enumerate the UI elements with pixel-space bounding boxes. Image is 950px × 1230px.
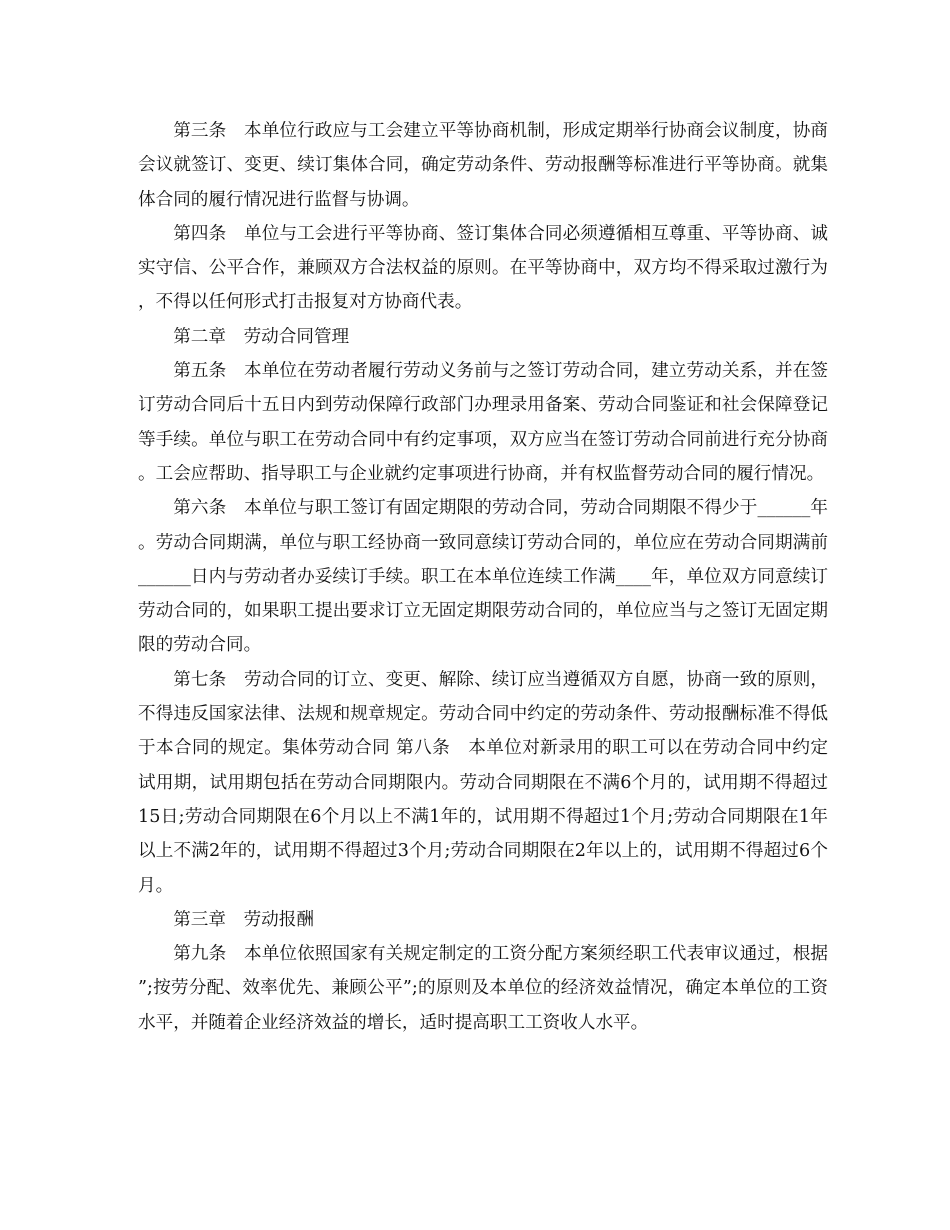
- article-6-paragraph: 第六条 本单位与职工签订有固定期限的劳动合同，劳动合同期限不得少于______年。劳动合同期满，单位与职工经协商一致同意续订劳动合同的，单位应在劳动合同期满前______日内与劳动者办妥续订手续。职工在本单位连续工作满____年，单位双方同意续订劳动合同的，如果职工提出要求订立无固定期限劳动合同的，单位应当与之签订无固定期限的劳动合同。: [138, 498, 828, 656]
- article-3-paragraph: 第三条 本单位行政应与工会建立平等协商机制，形成定期举行协商会议制度，协商会议就签订、变更、续订集体合同，确定劳动条件、劳动报酬等标准进行平等协商。就集体合同的履行情况进行监督与协调。: [138, 121, 828, 210]
- article-5-paragraph: 第五条 本单位在劳动者履行劳动义务前与之签订劳动合同，建立劳动关系，并在签订劳动合同后十五日内到劳动保障行政部门办理录用备案、劳动合同鉴证和社会保障登记等手续。单位与职工在劳动合同中有约定事项，双方应当在签订劳动合同前进行充分协商。工会应帮助、指导职工与企业就约定事项进行协商，并有权监督劳动合同的履行情况。: [138, 361, 828, 484]
- chapter-2-heading: 第二章 劳动合同管理: [173, 326, 350, 347]
- article-4-paragraph: 第四条 单位与工会进行平等协商、签订集体合同必须遵循相互尊重、平等协商、诚实守信、公平合作，兼顾双方合法权益的原则。在平等协商中，双方均不得采取过激行为，不得以任何形式打击报复对方协商代表。: [138, 223, 828, 313]
- document-page: [138, 114, 828, 1040]
- article-7-8-paragraph: 第七条 劳动合同的订立、变更、解除、续订应当遵循双方自愿，协商一致的原则，不得违反国家法律、法规和规章规定。劳动合同中约定的劳动条件、劳动报酬标准不得低于本合同的规定。集体劳动合同 第八条 本单位对新录用的职工可以在劳动合同中约定试用期，试用期包括在劳动合同期限内。劳动合同期限在不满6个月的，试用期不得超过15日;劳动合同期限在6个月以上不满1年的，试用期不得超过1个月;劳动合同期限在1年以上不满2年的，试用期不得超过3个月;劳动合同期限在2年以上的，试用期不得超过6个月。: [138, 669, 828, 896]
- article-9-paragraph: 第九条 本单位依照国家有关规定制定的工资分配方案须经职工代表审议通过，根据”;按劳分配、效率优先、兼顾公平”;的原则及本单位的经济效益情况，确定本单位的工资水平，并随着企业经济效益的增长，适时提高职工工资收人水平。: [138, 944, 828, 1033]
- chapter-3-heading: 第三章 劳动报酬: [173, 909, 314, 930]
